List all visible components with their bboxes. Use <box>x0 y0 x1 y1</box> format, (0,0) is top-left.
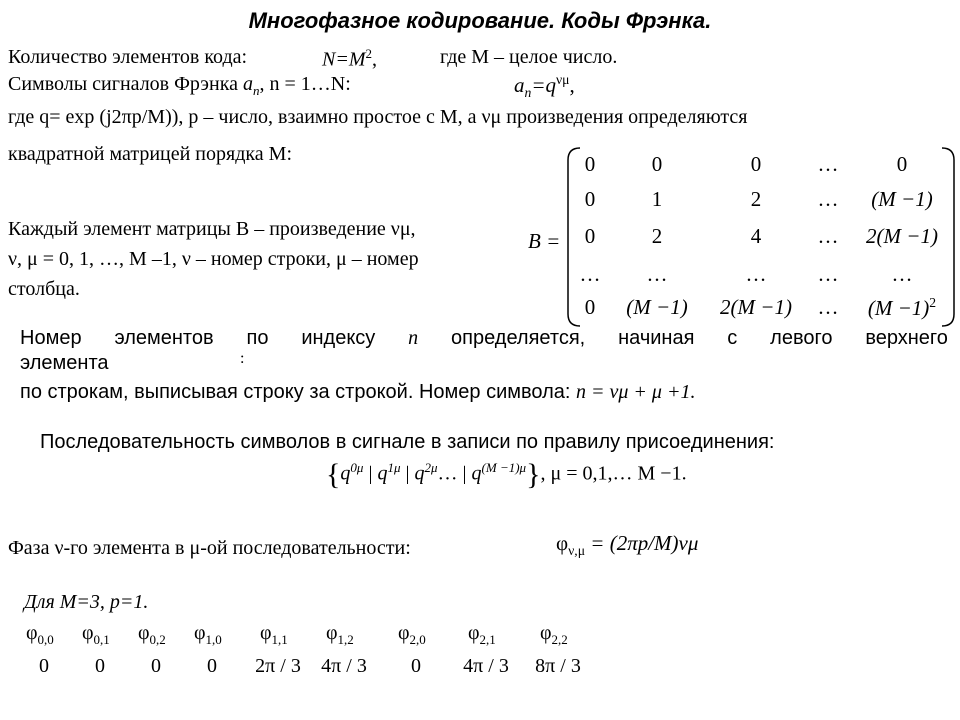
phase-formula: $\varphi_{\nu,\mu} = (2\pi p/M)\nu\mu$ <box>556 531 699 559</box>
matrix-cell: 0 <box>584 224 596 248</box>
sequence-heading: Последовательность символов в сигнале в записи по правилу присоединения: <box>40 431 775 453</box>
matrix-cell: 2 <box>750 187 762 211</box>
matrix-cell: (M −1) <box>626 295 688 319</box>
matrix-cell: … <box>817 224 839 248</box>
matrix-cell: 2 <box>651 224 663 248</box>
phi-value: 0 <box>207 655 217 677</box>
matrix-cell: 0 <box>896 152 908 176</box>
sequence-formula: {$q^{0\mu}$ | $q^{1\mu}$ | $q^{2\mu}\dots$ | $q^{(M -1)\mu}$}, μ = 0,1,… M −1. <box>326 458 687 491</box>
matrix-cell: … <box>817 262 839 286</box>
phi-value: 4π / 3 <box>463 655 509 677</box>
matrix-cell: … <box>817 295 839 319</box>
code-length-label: Количество элементов кода: <box>8 46 248 68</box>
index-rule-line-2: элемента <box>20 352 109 374</box>
frank-symbol-formula: $a_n=q^{\nu\mu}$, <box>514 72 575 101</box>
matrix-cell: 0 <box>584 152 596 176</box>
integer-note: где M – целое число. <box>440 46 618 68</box>
q-definition: где q= exp (j2πp/M)), p – число, взаимно простое с M, а νμ произведения определяются <box>8 106 748 128</box>
matrix-cell: … <box>745 262 767 286</box>
matrix-desc-line-2: ν, μ = 0, 1, …, M –1, ν – номер строки, μ – номер <box>8 248 419 270</box>
index-rule-line-1: Номер элементов по индексу n определяется, начиная с левого верхнего <box>20 327 948 349</box>
phi-header: $\varphi_{2,2}$ <box>540 622 568 647</box>
matrix-label: B = <box>528 229 561 253</box>
phase-label: Фаза ν-го элемента в μ-ой последовательности: <box>8 537 411 559</box>
index-rule-line-3: по строкам, выписывая строку за строкой. Номер символа: n = νμ + μ +1. <box>20 381 696 403</box>
phi-header: $\varphi_{2,0}$ <box>398 622 426 647</box>
code-length-formula: $N=M^2$, <box>322 46 377 71</box>
matrix-cell: $(M -1)^2$ <box>867 295 937 320</box>
matrix-cell: 4 <box>750 224 762 248</box>
index-rule-colon: : <box>240 350 245 367</box>
matrix-cell: 0 <box>584 295 596 319</box>
matrix-cell: … <box>646 262 668 286</box>
matrix-cell: (M −1) <box>871 187 933 211</box>
phi-value: 0 <box>151 655 161 677</box>
phi-header: $\varphi_{1,0}$ <box>194 622 222 647</box>
matrix-desc-line-1: Каждый элемент матрицы B – произведение νμ, <box>8 218 416 240</box>
phi-header: $\varphi_{1,1}$ <box>260 622 288 647</box>
slide-title: Многофазное кодирование. Коды Фрэнка. <box>248 8 712 33</box>
phi-value: 0 <box>95 655 105 677</box>
phi-value: 4π / 3 <box>321 655 367 677</box>
matrix-cell: 0 <box>584 187 596 211</box>
phi-header: $\varphi_{2,1}$ <box>468 622 496 647</box>
matrix-cell: 2(M −1) <box>866 224 938 248</box>
matrix-desc-line-3: столбца. <box>8 278 80 300</box>
matrix-cell: 2(M −1) <box>720 295 792 319</box>
phi-value: 0 <box>411 655 421 677</box>
phi-value: 0 <box>39 655 49 677</box>
matrix-cell: … <box>817 152 839 176</box>
phi-header: $\varphi_{0,2}$ <box>138 622 166 647</box>
phi-header: $\varphi_{0,1}$ <box>82 622 110 647</box>
phi-header: $\varphi_{1,2}$ <box>326 622 354 647</box>
phi-header: $\varphi_{0,0}$ <box>26 622 54 647</box>
frank-symbols-line: Символы сигналов Фрэнка $a_n$, n = 1…N: <box>8 73 351 98</box>
matrix-cell: … <box>817 187 839 211</box>
matrix-intro: квадратной матрицей порядка M: <box>8 143 293 165</box>
matrix-cell: … <box>891 262 913 286</box>
phi-value: 2π / 3 <box>255 655 301 677</box>
phi-value: 8π / 3 <box>535 655 581 677</box>
matrix-cell: … <box>579 262 601 286</box>
matrix-cell: 1 <box>651 187 663 211</box>
matrix-cell: 0 <box>750 152 762 176</box>
example-heading: Для M=3, p=1. <box>24 591 149 613</box>
matrix-cell: 0 <box>651 152 663 176</box>
